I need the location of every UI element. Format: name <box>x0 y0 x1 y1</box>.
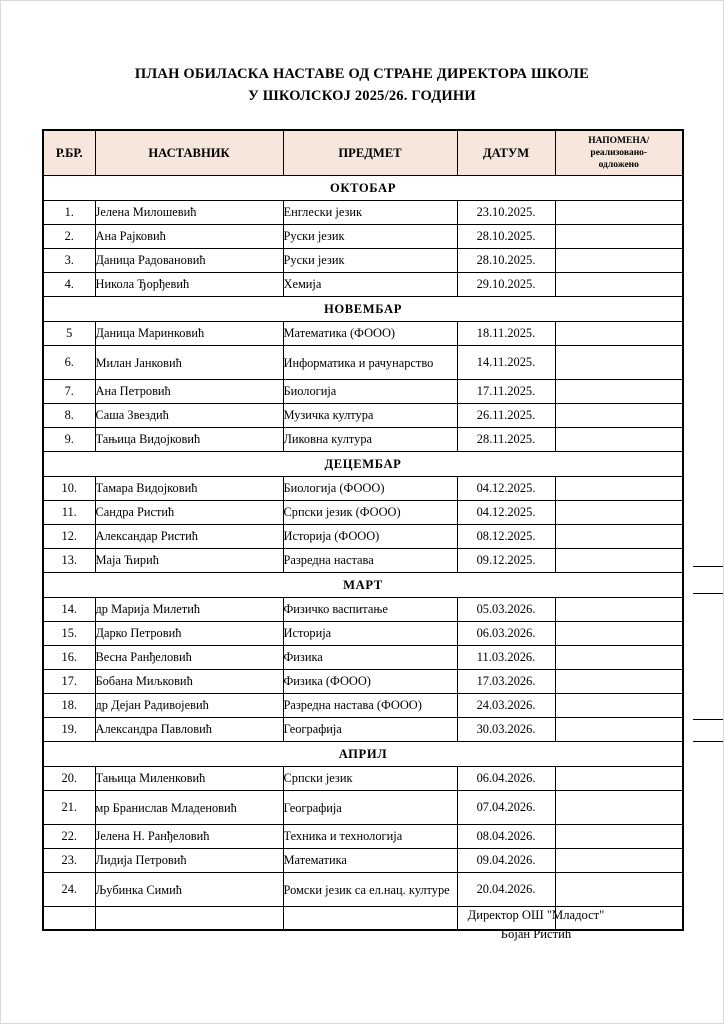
cell-date: 04.12.2025. <box>457 477 555 501</box>
table-row <box>43 201 683 225</box>
cell-date: 23.10.2025. <box>457 201 555 225</box>
cell-note[interactable] <box>555 646 683 670</box>
edge-mark-1 <box>693 566 723 567</box>
cell-teacher: Ана Петровић <box>95 380 283 404</box>
cell-teacher: др Дејан Радивојевић <box>95 694 283 718</box>
cell-number: 8. <box>43 404 95 428</box>
cell-number: 21. <box>43 791 95 825</box>
cell-number: 24. <box>43 873 95 907</box>
cell-note[interactable] <box>555 346 683 380</box>
cell-note[interactable] <box>555 791 683 825</box>
month-header-row <box>43 452 683 477</box>
cell-date: 18.11.2025. <box>457 322 555 346</box>
cell-teacher: Ана Рајковић <box>95 225 283 249</box>
cell-subject: Хемија <box>283 273 457 297</box>
cell-subject: Српски језик <box>283 767 457 791</box>
table-row <box>43 525 683 549</box>
table-row <box>43 849 683 873</box>
table-row <box>43 273 683 297</box>
cell-note[interactable] <box>555 549 683 573</box>
header-teacher: НАСТАВНИК <box>95 130 283 176</box>
cell-subject: Математика <box>283 849 457 873</box>
cell-subject: Физичко васпитање <box>283 598 457 622</box>
cell-note[interactable] <box>555 322 683 346</box>
cell-teacher: Јелена Милошевић <box>95 201 283 225</box>
cell-note[interactable] <box>555 718 683 742</box>
title-line-1: ПЛАН ОБИЛАСКА НАСТАВЕ ОД СТРАНЕ ДИРЕКТОРА ШКОЛЕ <box>134 66 590 82</box>
table-header <box>43 130 683 176</box>
cell-subject: Биологија <box>283 380 457 404</box>
cell-subject: Историја <box>283 622 457 646</box>
cell-subject: Географија <box>283 791 457 825</box>
cell-date: 30.03.2026. <box>457 718 555 742</box>
table-row <box>43 791 683 825</box>
table-row <box>43 549 683 573</box>
cell-note[interactable] <box>555 598 683 622</box>
month-label: ДЕЦЕМБАР <box>43 452 683 477</box>
month-label: АПРИЛ <box>43 742 683 767</box>
cell-teacher: Тањица Видојковић <box>95 428 283 452</box>
month-label: НОВЕМБАР <box>43 297 683 322</box>
cell-date: 05.03.2026. <box>457 598 555 622</box>
cell-subject: Разредна настава (ФООО) <box>283 694 457 718</box>
table-row <box>43 249 683 273</box>
cell-subject: Историја (ФООО) <box>283 525 457 549</box>
cell-teacher: Александра Павловић <box>95 718 283 742</box>
signature-block <box>421 906 651 944</box>
cell-subject: Руски језик <box>283 225 457 249</box>
cell-date: 14.11.2025. <box>457 346 555 380</box>
cell-date: 06.03.2026. <box>457 622 555 646</box>
cell-teacher: Никола Ђорђевић <box>95 273 283 297</box>
month-header-row <box>43 176 683 201</box>
cell-teacher: Љубинка Симић <box>95 873 283 907</box>
table-row <box>43 501 683 525</box>
empty-cell <box>43 907 95 931</box>
cell-note[interactable] <box>555 694 683 718</box>
cell-teacher: Весна Ранђеловић <box>95 646 283 670</box>
table-row <box>43 477 683 501</box>
cell-subject: Музичка култура <box>283 404 457 428</box>
cell-date: 28.10.2025. <box>457 225 555 249</box>
empty-cell <box>95 907 283 931</box>
cell-note[interactable] <box>555 249 683 273</box>
header-num: Р.БР. <box>43 130 95 176</box>
edge-mark-4 <box>693 741 723 742</box>
month-label: ОКТОБАР <box>43 176 683 201</box>
cell-teacher: Саша Звездић <box>95 404 283 428</box>
cell-teacher: Маја Ћирић <box>95 549 283 573</box>
cell-date: 04.12.2025. <box>457 501 555 525</box>
document-title <box>1 63 723 107</box>
cell-teacher: Тамара Видојковић <box>95 477 283 501</box>
cell-note[interactable] <box>555 380 683 404</box>
cell-number: 9. <box>43 428 95 452</box>
cell-number: 11. <box>43 501 95 525</box>
cell-number: 22. <box>43 825 95 849</box>
cell-date: 26.11.2025. <box>457 404 555 428</box>
cell-note[interactable] <box>555 825 683 849</box>
cell-teacher: Александар Ристић <box>95 525 283 549</box>
title-line-2: У ШКОЛСКОЈ 2025/26. ГОДИНИ <box>248 88 476 104</box>
cell-teacher: др Марија Милетић <box>95 598 283 622</box>
cell-date: 17.03.2026. <box>457 670 555 694</box>
cell-teacher: Сандра Ристић <box>95 501 283 525</box>
cell-subject: Техника и технологија <box>283 825 457 849</box>
table-row <box>43 428 683 452</box>
cell-teacher: Милан Јанковић <box>95 346 283 380</box>
cell-note[interactable] <box>555 525 683 549</box>
cell-date: 08.04.2026. <box>457 825 555 849</box>
header-note-line-2: реализовано- <box>590 148 648 158</box>
plan-table-container <box>42 129 682 931</box>
cell-number: 4. <box>43 273 95 297</box>
edge-mark-3 <box>693 719 723 720</box>
cell-date: 28.10.2025. <box>457 249 555 273</box>
cell-note[interactable] <box>555 225 683 249</box>
cell-number: 5 <box>43 322 95 346</box>
table-row <box>43 873 683 907</box>
cell-number: 18. <box>43 694 95 718</box>
cell-number: 15. <box>43 622 95 646</box>
signature-role: Директор ОШ "Младост" <box>467 908 605 922</box>
cell-subject: Енглески језик <box>283 201 457 225</box>
cell-note[interactable] <box>555 622 683 646</box>
table-row <box>43 322 683 346</box>
cell-subject: Физика <box>283 646 457 670</box>
cell-note[interactable] <box>555 849 683 873</box>
cell-teacher: Бобана Миљковић <box>95 670 283 694</box>
cell-note[interactable] <box>555 201 683 225</box>
signature-name: Бојан Ристић <box>500 927 572 941</box>
cell-date: 17.11.2025. <box>457 380 555 404</box>
table-row <box>43 346 683 380</box>
cell-number: 12. <box>43 525 95 549</box>
cell-subject: Ликовна култура <box>283 428 457 452</box>
month-header-row <box>43 573 683 598</box>
cell-number: 10. <box>43 477 95 501</box>
table-row <box>43 694 683 718</box>
cell-note[interactable] <box>555 428 683 452</box>
cell-teacher: Јелена Н. Ранђеловић <box>95 825 283 849</box>
table-row <box>43 380 683 404</box>
header-note <box>555 130 683 176</box>
cell-date: 09.04.2026. <box>457 849 555 873</box>
cell-number: 14. <box>43 598 95 622</box>
cell-subject: Географија <box>283 718 457 742</box>
cell-number: 13. <box>43 549 95 573</box>
table-row <box>43 825 683 849</box>
cell-note[interactable] <box>555 273 683 297</box>
header-date: ДАТУМ <box>457 130 555 176</box>
header-note-line-1: НАПОМЕНА/ <box>588 136 650 146</box>
cell-note[interactable] <box>555 501 683 525</box>
table-row <box>43 598 683 622</box>
cell-subject: Разредна настава <box>283 549 457 573</box>
edge-mark-2 <box>693 593 723 594</box>
table-row <box>43 670 683 694</box>
cell-subject: Информатика и рачунарство <box>283 346 457 380</box>
cell-number: 23. <box>43 849 95 873</box>
cell-date: 20.04.2026. <box>457 873 555 907</box>
cell-date: 08.12.2025. <box>457 525 555 549</box>
month-header-row <box>43 742 683 767</box>
cell-number: 16. <box>43 646 95 670</box>
cell-number: 17. <box>43 670 95 694</box>
cell-number: 20. <box>43 767 95 791</box>
cell-date: 09.12.2025. <box>457 549 555 573</box>
cell-date: 28.11.2025. <box>457 428 555 452</box>
table-row <box>43 767 683 791</box>
cell-teacher: Даница Радовановић <box>95 249 283 273</box>
month-label: МАРТ <box>43 573 683 598</box>
cell-subject: Ромски језик са ел.нац. културе <box>283 873 457 907</box>
cell-number: 2. <box>43 225 95 249</box>
cell-teacher: Тањица Миленковић <box>95 767 283 791</box>
header-note-line-3: одложено <box>598 160 639 170</box>
cell-date: 24.03.2026. <box>457 694 555 718</box>
table-row <box>43 622 683 646</box>
cell-teacher: Дарко Петровић <box>95 622 283 646</box>
cell-note[interactable] <box>555 873 683 907</box>
cell-date: 07.04.2026. <box>457 791 555 825</box>
cell-teacher: Лидија Петровић <box>95 849 283 873</box>
cell-note[interactable] <box>555 477 683 501</box>
table-body <box>43 176 683 931</box>
cell-teacher: Даница Маринковић <box>95 322 283 346</box>
cell-number: 3. <box>43 249 95 273</box>
cell-date: 11.03.2026. <box>457 646 555 670</box>
cell-subject: Физика (ФООО) <box>283 670 457 694</box>
table-row <box>43 646 683 670</box>
cell-date: 06.04.2026. <box>457 767 555 791</box>
cell-number: 6. <box>43 346 95 380</box>
cell-subject: Математика (ФООО) <box>283 322 457 346</box>
plan-table <box>42 129 684 931</box>
cell-subject: Српски језик (ФООО) <box>283 501 457 525</box>
cell-note[interactable] <box>555 670 683 694</box>
table-row <box>43 225 683 249</box>
cell-teacher: мр Бранислав Младеновић <box>95 791 283 825</box>
cell-subject: Биологија (ФООО) <box>283 477 457 501</box>
cell-number: 19. <box>43 718 95 742</box>
month-header-row <box>43 297 683 322</box>
table-row <box>43 718 683 742</box>
cell-number: 1. <box>43 201 95 225</box>
cell-note[interactable] <box>555 767 683 791</box>
cell-date: 29.10.2025. <box>457 273 555 297</box>
table-row <box>43 404 683 428</box>
cell-subject: Руски језик <box>283 249 457 273</box>
header-subject: ПРЕДМЕТ <box>283 130 457 176</box>
cell-number: 7. <box>43 380 95 404</box>
cell-note[interactable] <box>555 404 683 428</box>
